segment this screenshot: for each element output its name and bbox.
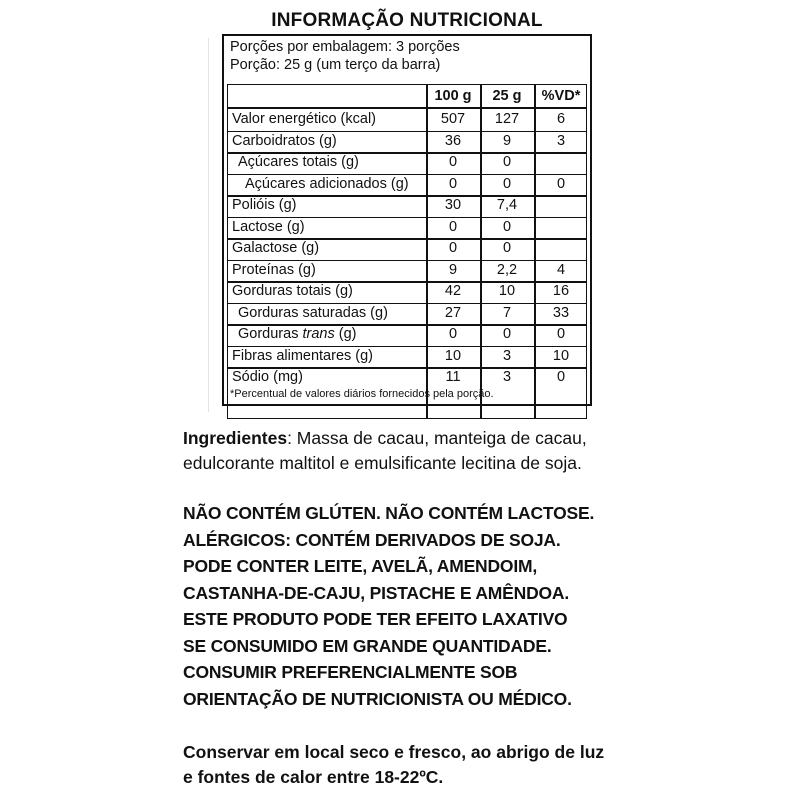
nutrient-name: Proteínas (g)	[232, 261, 316, 278]
nutrient-name: Açúcares totais (g)	[238, 154, 359, 170]
value-100g: 0	[448, 326, 458, 342]
ingredients-text-cont: edulcorante maltitol e emulsificante lecitina de soja.	[183, 453, 582, 473]
value-vd: 0	[556, 369, 566, 385]
allergen-warnings	[183, 500, 594, 712]
value-25g: 0	[502, 154, 512, 170]
nutrient-name: Açúcares adicionados (g)	[245, 175, 409, 192]
value-100g: 0	[448, 154, 458, 170]
header-100g: 100 g	[434, 88, 472, 104]
nutrient-name: Gorduras saturadas (g)	[238, 304, 388, 321]
value-vd: 10	[552, 347, 570, 364]
nutrient-name: Lactose (g)	[232, 218, 305, 235]
table-row	[228, 152, 586, 174]
value-25g: 3	[502, 347, 512, 364]
value-vd: 16	[552, 283, 570, 299]
value-vd: 0	[556, 326, 566, 342]
value-vd: 0	[556, 175, 566, 192]
serving-info	[230, 38, 460, 74]
value-100g: 507	[440, 111, 466, 127]
nutrient-name: Gorduras totais (g)	[232, 283, 353, 299]
table-row	[228, 131, 586, 153]
nutrient-name: Valor energético (kcal)	[232, 111, 376, 127]
table-row	[228, 195, 586, 217]
value-25g: 9	[502, 132, 512, 149]
storage-line: Conservar em local seco e fresco, ao abrigo de luz	[183, 742, 605, 762]
warning-line: ALÉRGICOS: CONTÉM DERIVADOS DE SOJA.	[183, 529, 561, 550]
value-100g: 11	[445, 369, 461, 385]
warning-line: CONSUMIR PREFERENCIALMENTE SOB	[183, 662, 518, 682]
table-row	[228, 367, 586, 389]
value-25g: 10	[498, 283, 516, 299]
servings-per-package: Porções por embalagem: 3 porções	[230, 39, 460, 55]
nutrition-table	[227, 84, 587, 419]
table-header	[228, 85, 586, 109]
value-100g: 0	[448, 218, 458, 235]
value-100g: 36	[444, 132, 462, 149]
value-25g: 3	[502, 369, 512, 385]
table-row	[228, 174, 586, 196]
warning-line: ESTE PRODUTO PODE TER EFEITO LAXATIVO	[183, 609, 568, 629]
value-vd: 6	[556, 111, 566, 127]
ingredients-text: : Massa de cacau, manteiga de cacau,	[287, 428, 587, 448]
value-25g: 7	[502, 304, 512, 321]
value-100g: 27	[444, 304, 462, 321]
value-vd: 3	[556, 132, 566, 149]
storage-line: e fontes de calor entre 18-22ºC.	[183, 767, 444, 787]
table-row	[228, 281, 586, 303]
value-vd: 33	[552, 304, 570, 321]
value-100g: 0	[448, 175, 458, 192]
divider	[208, 38, 209, 412]
value-25g: 127	[494, 111, 520, 127]
warning-line: ORIENTAÇÃO DE NUTRICIONISTA OU MÉDICO.	[183, 688, 572, 709]
table-row	[228, 324, 586, 346]
table-row	[228, 260, 586, 282]
value-25g: 2,2	[496, 261, 518, 278]
table-row	[228, 217, 586, 239]
value-25g: 0	[502, 175, 512, 192]
table-row	[228, 303, 586, 325]
warning-line: PODE CONTER LEITE, AVELÃ, AMENDOIM,	[183, 556, 538, 576]
value-100g: 10	[444, 347, 462, 364]
value-100g: 42	[444, 283, 462, 299]
table-row	[228, 238, 586, 260]
nutrient-name: Carboidratos (g)	[232, 132, 337, 149]
value-100g: 9	[448, 261, 458, 278]
value-100g: 30	[444, 197, 462, 213]
header-25g: 25 g	[492, 88, 522, 104]
nutrition-title: INFORMAÇÃO NUTRICIONAL	[271, 10, 543, 31]
value-25g: 0	[502, 240, 512, 256]
value-100g: 0	[448, 240, 458, 256]
ingredients-block	[183, 426, 587, 476]
value-25g: 0	[502, 218, 512, 235]
warning-line: SE CONSUMIDO EM GRANDE QUANTIDADE.	[183, 635, 552, 656]
table-row	[228, 109, 586, 131]
nutrient-name: Fibras alimentares (g)	[232, 347, 374, 364]
warning-line: NÃO CONTÉM GLÚTEN. NÃO CONTÉM LACTOSE.	[183, 503, 595, 523]
value-vd: 4	[556, 261, 566, 278]
header-vd: %VD*	[541, 88, 581, 104]
storage-instructions	[183, 740, 604, 790]
nutrient-name: Sódio (mg)	[232, 369, 303, 385]
nutrition-panel	[222, 34, 592, 406]
nutrient-name-italic: trans	[302, 326, 335, 342]
value-25g: 0	[502, 326, 512, 342]
ingredients-label: Ingredientes	[183, 428, 288, 448]
table-row	[228, 346, 586, 368]
nutrient-name: Polióis (g)	[232, 197, 297, 213]
nutrient-name-part: Gorduras	[238, 326, 303, 342]
footnote: *Percentual de valores diários fornecidos pela porção.	[230, 388, 494, 400]
warning-line: CASTANHA-DE-CAJU, PISTACHE E AMÊNDOA.	[183, 582, 570, 603]
nutrient-name	[238, 326, 356, 342]
nutrient-name-part: (g)	[334, 326, 357, 342]
ingredients-line	[183, 426, 587, 451]
nutrient-name: Galactose (g)	[232, 240, 320, 256]
value-25g: 7,4	[496, 197, 518, 213]
portion-size: Porção: 25 g (um terço da barra)	[230, 57, 441, 73]
